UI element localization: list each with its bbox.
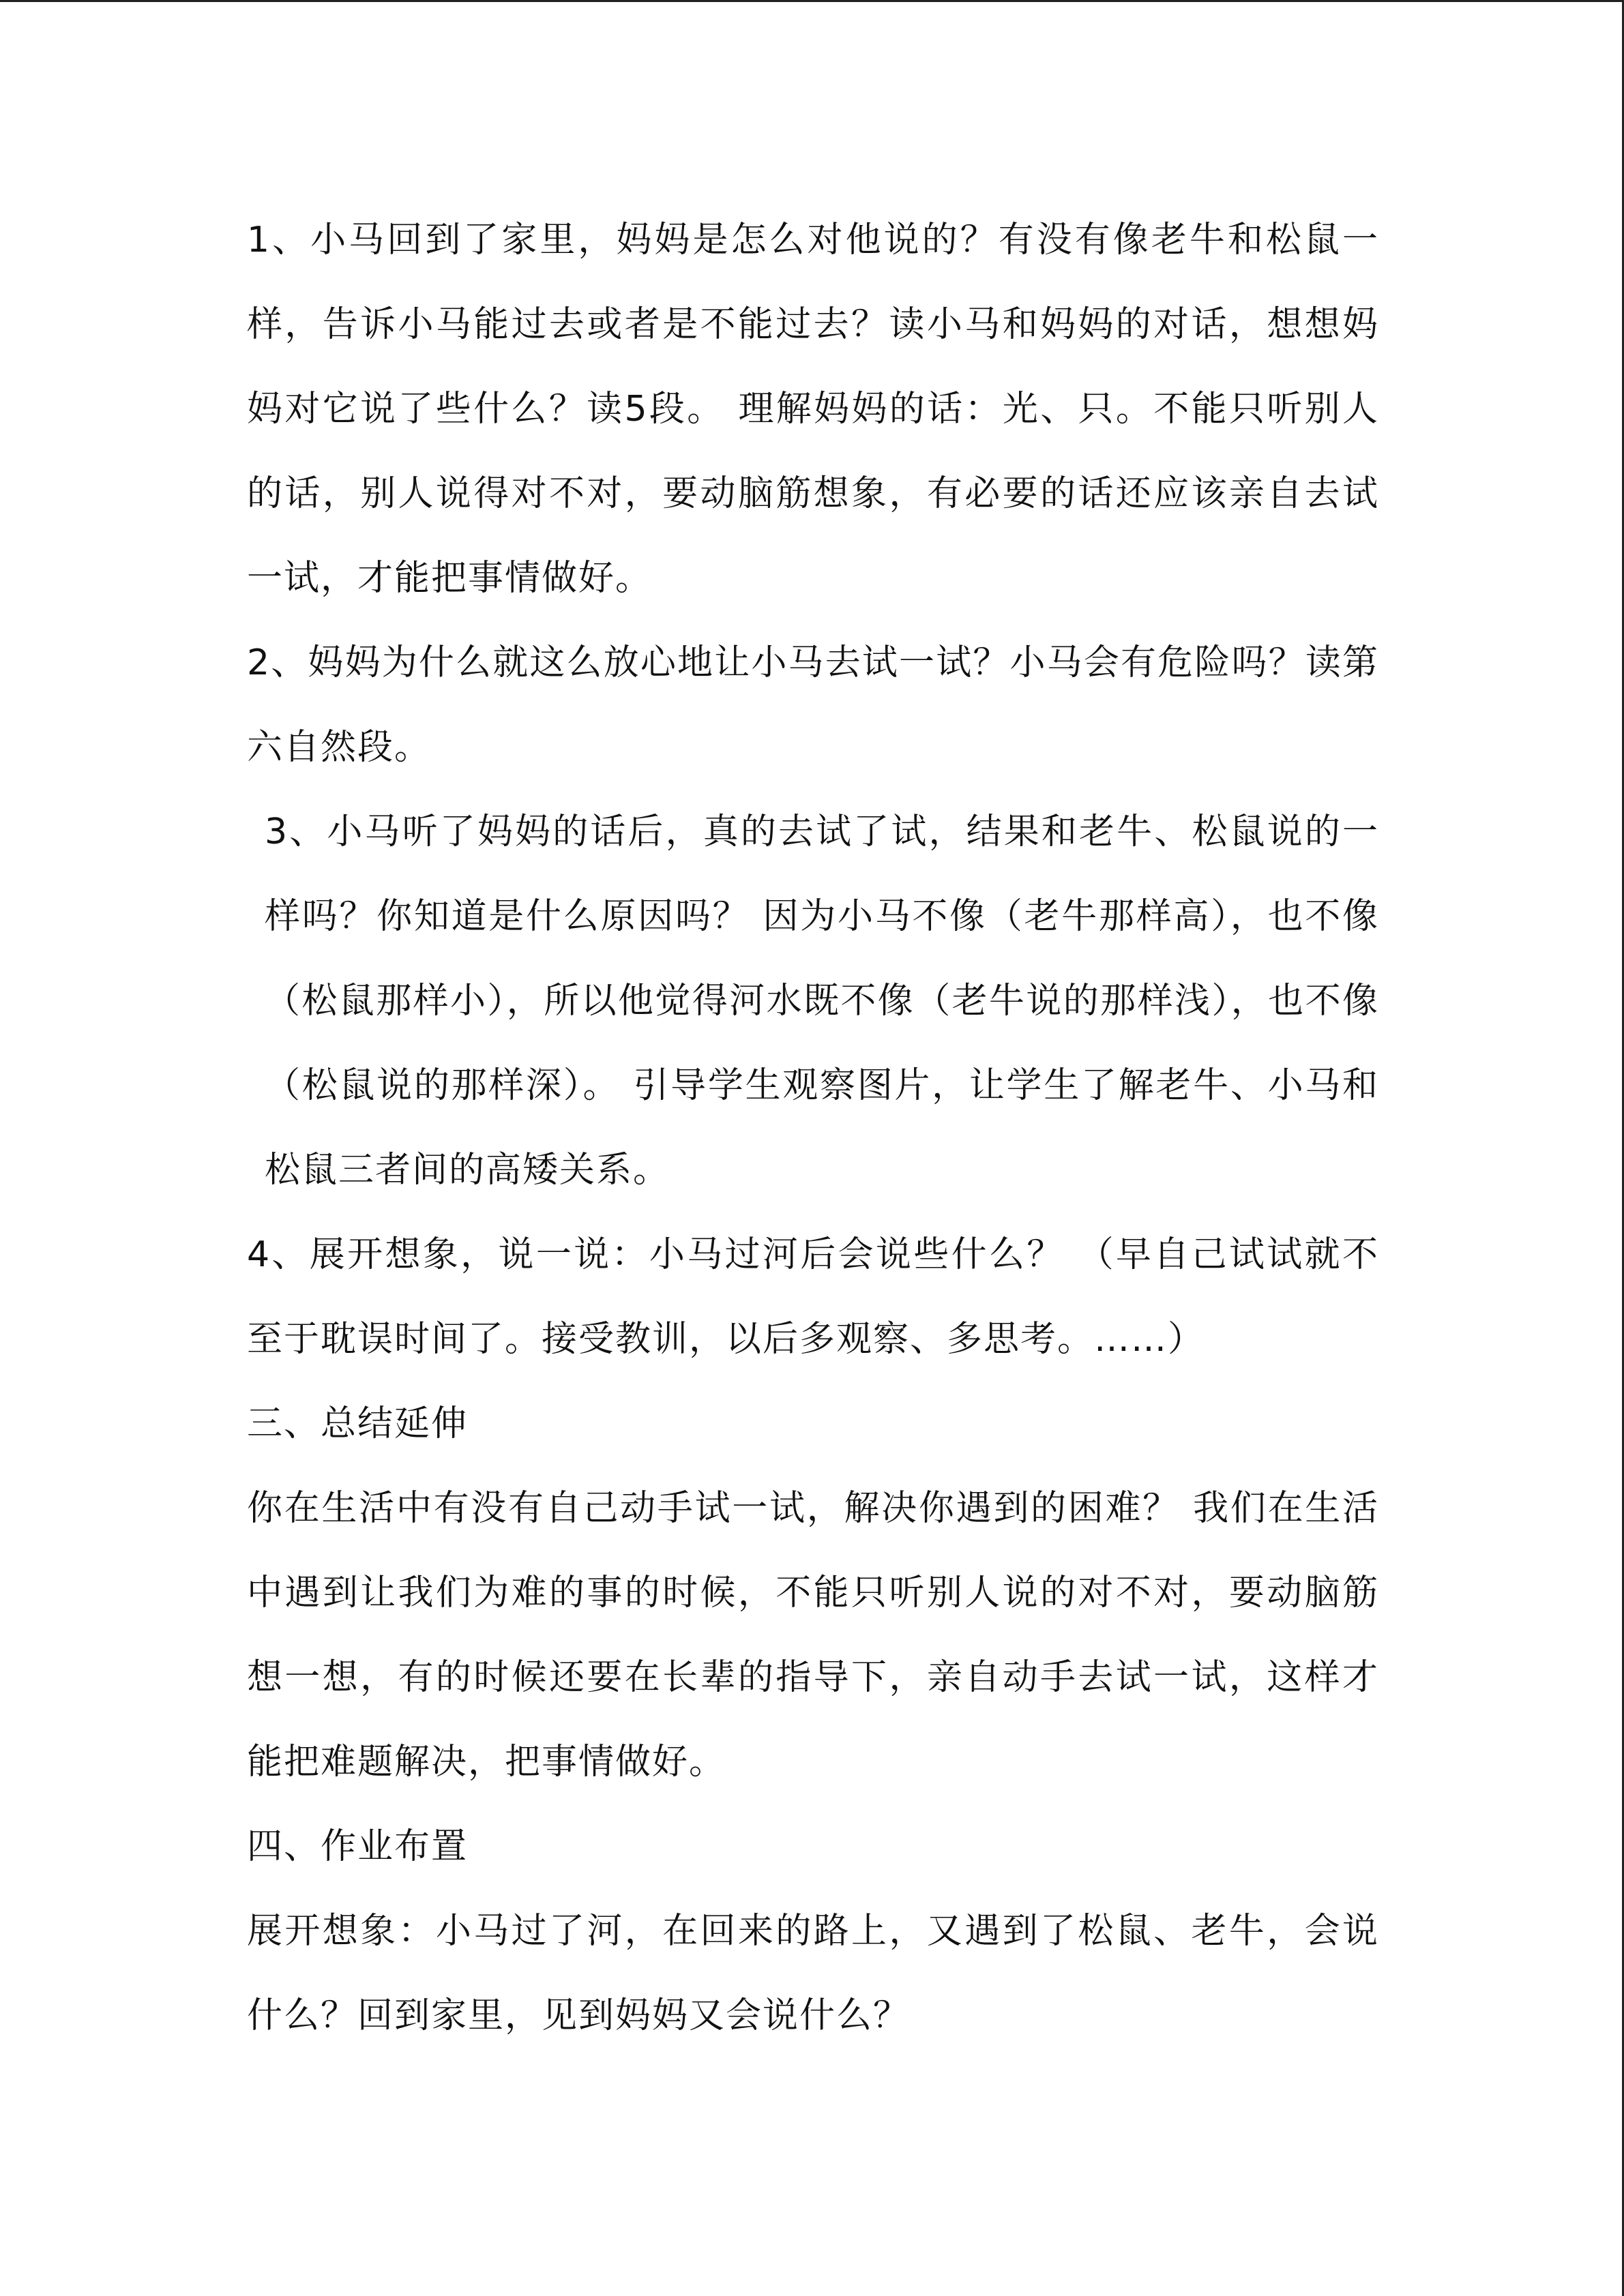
paragraph-question-3: 3、小马听了妈妈的话后，真的去试了试，结果和老牛、松鼠说的一样吗？你知道是什么原因吗？ 因为小马不像（老牛那样高），也不像（松鼠那样小），所以他觉得河水既不像（老牛说的那样浅），也不像（松鼠说的那样深）。 引导学生观察图片，让学生了解老牛、小马和松鼠三者间的高矮关系。 [265,811,1379,1191]
paragraph-question-4: 4、展开想象，说一说：小马过河后会说些什么？ （早自己试试就不至于耽误时间了。接受教训，以后多观察、多思考。……） [247,1234,1379,1360]
document-body [247,198,1379,2058]
paragraph-question-2: 2、妈妈为什么就这么放心地让小马去试一试？小马会有危险吗？读第六自然段。 [247,642,1379,768]
paragraph-question-1: 1、小马回到了家里，妈妈是怎么对他说的？有没有像老牛和松鼠一样，告诉小马能过去或者是不能过去？读小马和妈妈的对话，想想妈妈对它说了些什么？读5段。 理解妈妈的话：光、只。不能只听别人的话，别人说得对不对，要动脑筋想象，有必要的话还应该亲自去试一试，才能把事情做好。 [247,220,1379,599]
section-heading-homework: 四、作业布置 [247,1826,469,1867]
paragraph-summary: 你在生活中有没有自己动手试一试，解决你遇到的困难？ 我们在生活中遇到让我们为难的事的时候，不能只听别人说的对不对，要动脑筋想一想，有的时候还要在长辈的指导下，亲自动手去试一试，这样才能把难题解决，把事情做好。 [247,1488,1379,1783]
paragraph-homework: 展开想象：小马过了河，在回来的路上，又遇到了松鼠、老牛，会说什么？回到家里，见到妈妈又会说什么？ [247,1911,1379,2036]
section-heading-summary: 三、总结延伸 [247,1403,469,1444]
